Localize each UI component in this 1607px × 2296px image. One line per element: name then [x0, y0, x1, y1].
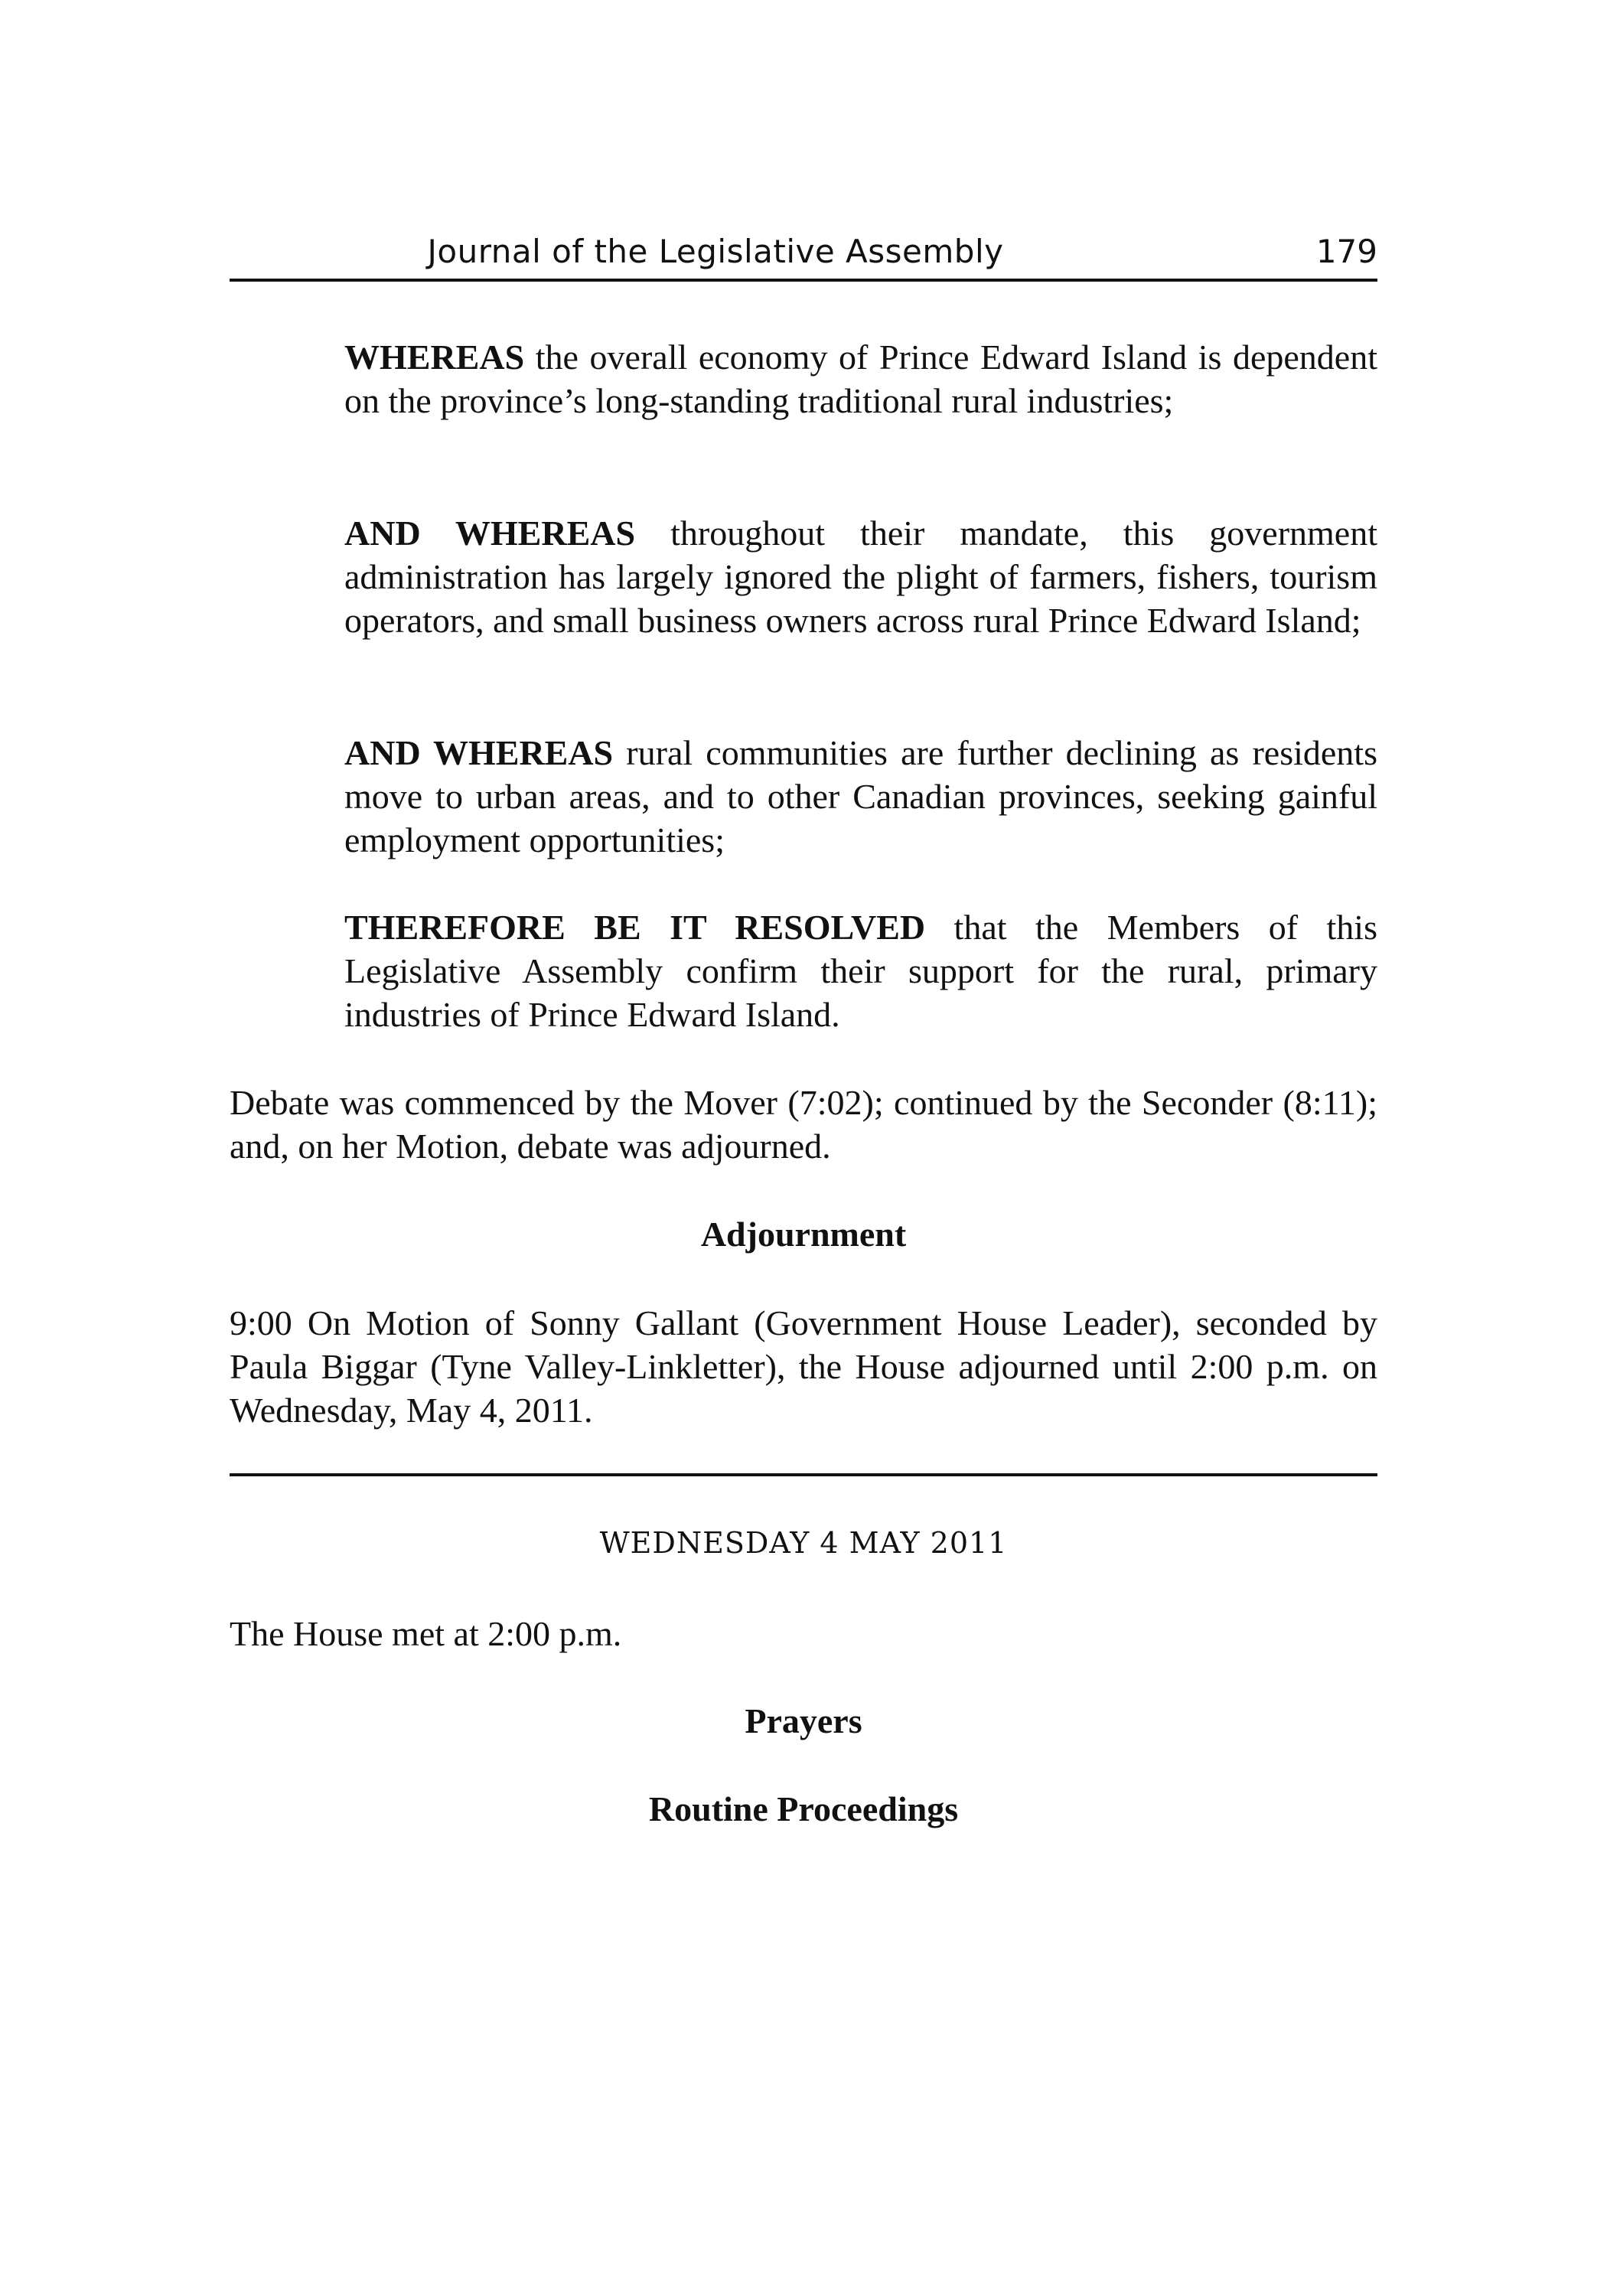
adjournment-heading: Adjournment [700, 1215, 907, 1254]
clause-lead: AND WHEREAS [344, 733, 614, 772]
section-divider [230, 1473, 1377, 1476]
journal-title: Journal of the Legislative Assembly [427, 233, 1004, 270]
house-met-paragraph: The House met at 2:00 p.m. [230, 1614, 622, 1653]
prayers-heading: Prayers [745, 1701, 862, 1740]
journal-page [230, 0, 1377, 2296]
page-number: 179 [1315, 233, 1377, 270]
resolution-clause-2 [344, 511, 1377, 642]
adjournment-paragraph: 9:00 On Motion of Sonny Gallant (Government House Leader), seconded by Paula Biggar (Tyne Valley-Linkletter), the House adjourned until 2:00 p.m. on Wednesday, May 4, 2011. [230, 1303, 1377, 1430]
resolution-clause-1 [344, 335, 1377, 422]
clause-lead: AND WHEREAS [344, 514, 636, 553]
clause-text: throughout their mandate, this government administration has largely ignored the plight of farmers, fishers, tourism operators, and small business owners across rural Prince Edward Island; [344, 514, 1377, 640]
resolution-clause-4 [344, 905, 1377, 1036]
resolution-clause-3 [344, 731, 1377, 862]
clause-text: the overall economy of Prince Edward Island is dependent on the province’s long-standing traditional rural industries; [344, 338, 1377, 420]
clause-text: that the Members of this Legislative Assembly confirm their support for the rural, primary industries of Prince Edward Island. [344, 908, 1377, 1034]
clause-lead: WHEREAS [344, 338, 525, 377]
clause-text: rural communities are further declining as residents move to urban areas, and to other Canadian provinces, seeking gainful employment opportunities; [344, 733, 1377, 859]
clause-lead: THEREFORE BE IT RESOLVED [344, 908, 926, 947]
debate-paragraph: Debate was commenced by the Mover (7:02); continued by the Seconder (8:11); and, on her Motion, debate was adjourned. [230, 1083, 1377, 1166]
running-head [230, 230, 1377, 282]
routine-proceedings-heading: Routine Proceedings [648, 1789, 959, 1828]
sitting-date-heading: WEDNESDAY 4 MAY 2011 [599, 1526, 1008, 1560]
